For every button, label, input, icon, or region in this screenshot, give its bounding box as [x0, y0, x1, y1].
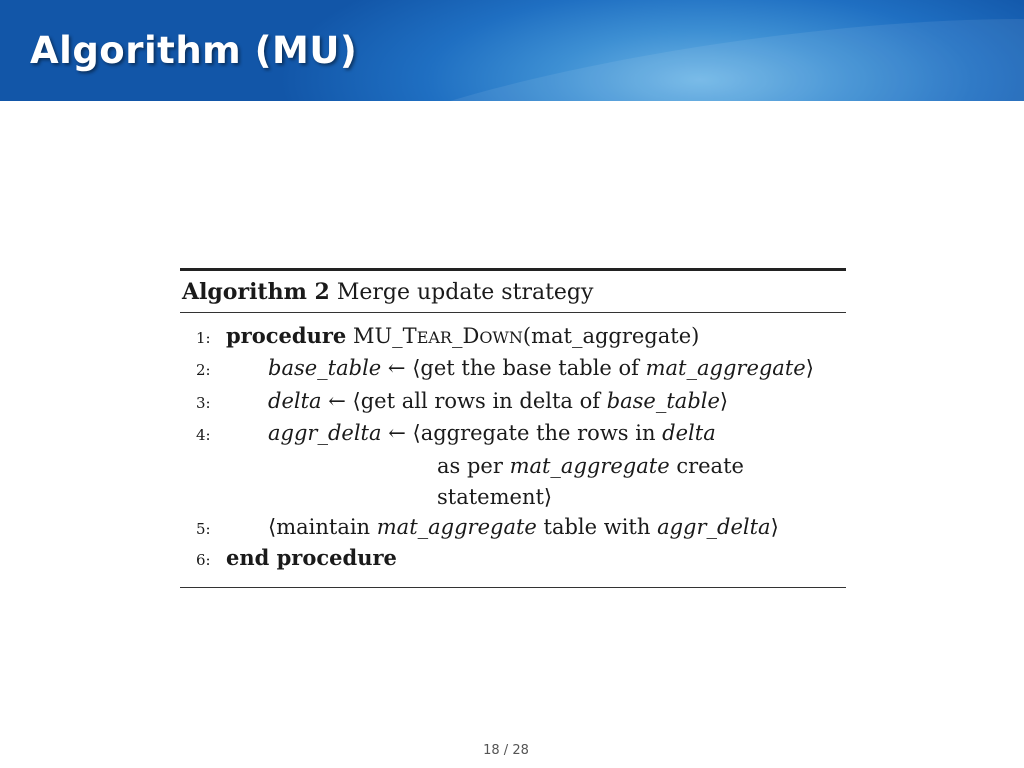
variable: base_table	[268, 356, 382, 380]
page-total: 28	[512, 743, 529, 758]
algorithm-line-6	[180, 545, 397, 573]
variable: aggr_delta	[268, 421, 382, 445]
line-number: 3:	[196, 394, 211, 412]
line-number: 2:	[196, 361, 211, 379]
statement-text: aggregate the rows in	[420, 421, 663, 445]
left-angle: ⟨	[412, 356, 421, 380]
algorithm-box	[180, 268, 846, 588]
algorithm-line-4-continuation-1	[437, 453, 744, 479]
title-bar-highlight	[293, 0, 1024, 101]
keyword-end-procedure: end procedure	[226, 545, 397, 570]
left-angle: ⟨	[352, 389, 361, 413]
procedure-args: (mat_aggregate)	[522, 324, 700, 348]
line-number: 5:	[196, 520, 211, 538]
statement-text: create	[669, 454, 744, 478]
statement-text: table with	[536, 515, 658, 539]
slide-title: Algorithm (MU)	[30, 29, 358, 72]
variable: mat_aggregate	[509, 454, 670, 478]
left-angle: ⟨	[268, 515, 277, 539]
algorithm-caption-label: Algorithm 2	[182, 279, 330, 305]
algorithm-line-4-continuation-2	[437, 484, 552, 510]
variable: mat_aggregate	[645, 356, 806, 380]
right-angle: ⟩	[805, 356, 814, 380]
right-angle: ⟩	[719, 389, 729, 413]
variable: base_table	[606, 389, 720, 413]
page-separator: /	[503, 743, 509, 758]
variable: mat_aggregate	[376, 515, 537, 539]
statement-text: get the base table of	[420, 356, 646, 380]
algorithm-lines	[180, 313, 846, 577]
keyword-procedure: procedure	[226, 323, 347, 348]
statement-text: get all rows in delta of	[360, 389, 607, 413]
procedure-name: MU_TEAR_DOWN	[352, 324, 523, 348]
right-angle: ⟩	[770, 515, 779, 539]
statement-text: maintain	[276, 515, 377, 539]
right-angle: ⟩	[543, 485, 553, 509]
assign-arrow: ←	[328, 389, 346, 413]
algorithm-line-2	[180, 355, 814, 383]
line-number: 4:	[196, 426, 211, 444]
line-number: 1:	[196, 329, 211, 347]
statement-text: as per	[437, 454, 510, 478]
variable: delta	[268, 389, 322, 413]
variable: delta	[662, 421, 716, 445]
algorithm-line-5	[180, 514, 779, 542]
title-bar	[0, 0, 1024, 101]
algorithm-caption	[180, 271, 846, 306]
page-current: 18	[483, 743, 500, 758]
line-number: 6:	[196, 551, 211, 569]
page-indicator	[0, 743, 1012, 758]
statement-text: statement	[437, 485, 544, 509]
algorithm-line-1	[180, 323, 699, 351]
algorithm-bottom-rule	[180, 587, 846, 588]
variable: aggr_delta	[657, 515, 771, 539]
left-angle: ⟨	[412, 421, 421, 445]
algorithm-caption-text: Merge update strategy	[336, 280, 594, 305]
algorithm-line-3	[180, 388, 728, 416]
assign-arrow: ←	[388, 421, 406, 445]
algorithm-line-4	[180, 420, 716, 448]
assign-arrow: ←	[387, 356, 406, 380]
